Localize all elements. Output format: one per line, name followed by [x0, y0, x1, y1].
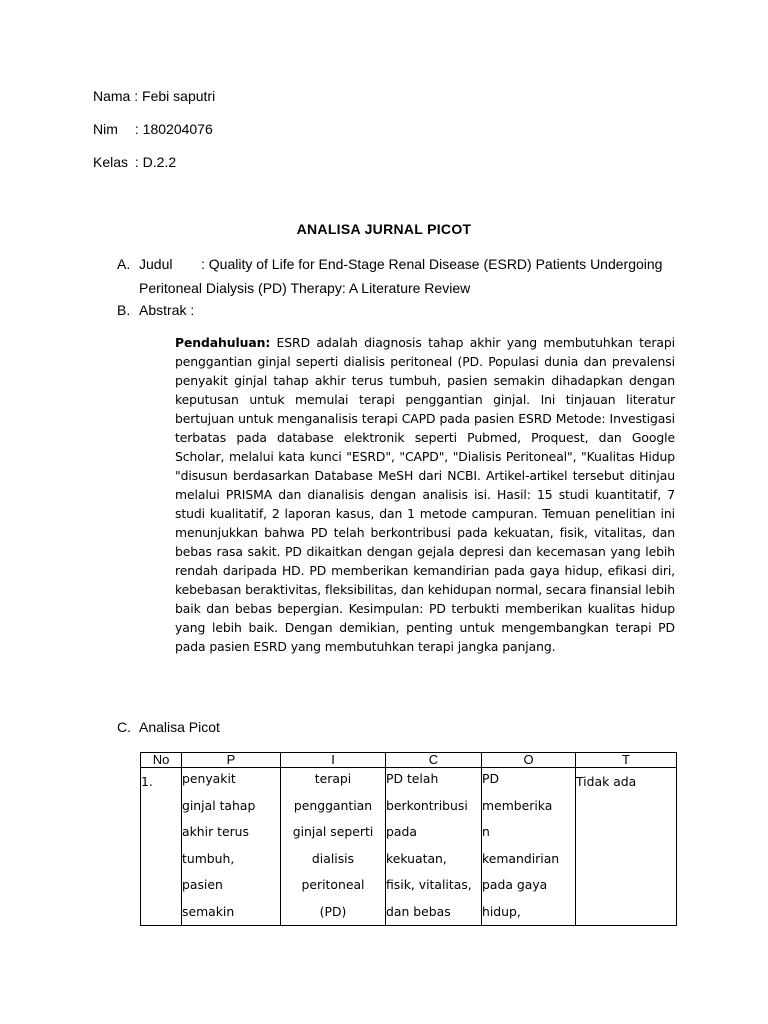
picot-table — [140, 752, 677, 926]
cell-o — [482, 768, 576, 926]
abstract-intro-label: Pendahuluan: — [175, 335, 271, 350]
cell-t — [576, 768, 677, 926]
nim-label: Nim — [93, 121, 118, 137]
name-value: : Febi saputri — [134, 88, 216, 104]
cell-i-text: terapi penggantian ginjal seperti dialisis peritoneal (PD) — [292, 771, 374, 919]
section-b-label: Abstrak : — [139, 302, 195, 318]
header-c: C — [386, 753, 482, 768]
header-p: P — [182, 753, 281, 768]
cell-t-text: Tidak ada — [576, 774, 637, 789]
cell-i — [281, 768, 386, 926]
abstract-paragraph — [175, 333, 675, 656]
class-value: : D.2.2 — [134, 154, 177, 170]
cell-p — [182, 768, 281, 926]
journal-title-line2: Peritoneal Dialysis (PD) Therapy: A Literature Review — [139, 280, 471, 296]
section-a-label: Judul — [139, 256, 173, 272]
nim-value: : 180204076 — [134, 121, 213, 137]
document-title: ANALISA JURNAL PICOT — [296, 221, 472, 237]
name-label: Nama — [93, 88, 131, 104]
class-line — [93, 154, 176, 170]
section-c-heading — [117, 719, 220, 735]
section-c-letter: C. — [117, 719, 131, 735]
cell-c-text: PD telah berkontribusi pada kekuatan, fisik, vitalitas, dan bebas — [386, 771, 472, 919]
cell-p-text: penyakit ginjal tahap akhir terus tumbuh, pasien semakin — [182, 771, 256, 919]
student-id-line — [93, 121, 213, 137]
header-no: No — [141, 753, 182, 768]
section-a-letter: A. — [117, 256, 131, 272]
header-t: T — [576, 753, 677, 768]
section-b-letter: B. — [117, 302, 131, 318]
section-c-label: Analisa Picot — [139, 719, 220, 735]
cell-c — [386, 768, 482, 926]
student-name-line — [93, 88, 215, 104]
journal-title-line1: : Quality of Life for End-Stage Renal Disease (ESRD) Patients Undergoing — [201, 256, 663, 272]
section-a-title-line — [117, 256, 662, 272]
section-b-heading — [117, 302, 194, 318]
cell-no-text: 1. — [141, 774, 153, 789]
class-label: Kelas — [93, 154, 129, 170]
table-row — [141, 768, 677, 926]
header-o: O — [482, 753, 576, 768]
cell-o-text: PD memberika n kemandirian pada gaya hidup, — [482, 771, 560, 919]
cell-no — [141, 768, 182, 926]
header-i: I — [281, 753, 386, 768]
abstract-body: ESRD adalah diagnosis tahap akhir yang membutuhkan terapi penggantian ginjal seperti dialisis peritoneal (PD. Populasi dunia dan prevalensi penyakit ginjal tahap akhir terus tumbuh, pasien semakin dihadapkan dengan keputusan untuk memulai terapi penggantian ginjal. Ini tinjauan literatur bertujuan untuk menganalisis terapi CAPD pada pasien ESRD Metode: Investigasi terbatas pada database elektronik seperti Pubmed, Proquest, dan Google Scholar, melalui kata kunci "ESRD", "CAPD", "Dialisis Peritoneal", "Kualitas Hidup "disusun berdasarkan Database MeSH dari NCBI. Artikel-artikel tersebut ditinjau melalui PRISMA dan dianalisis dengan analisis isi. Hasil: 15 studi kuantitatif, 7 studi kualitatif, 2 laporan kasus, dan 1 metode campuran. Temuan penelitian ini menunjukkan bahwa PD telah berkontribusi pada kekuatan, fisik, vitalitas, dan bebas rasa sakit. PD dikaitkan dengan gejala depresi dan kecemasan yang lebih rendah daripada HD. PD memberikan kemandirian pada gaya hidup, efikasi diri, kebebasan beraktivitas, fleksibilitas, dan kehidupan normal, secara finansial lebih baik dan bebas bepergian. Kesimpulan: PD terbukti memberikan kualitas hidup yang lebih baik. Dengan demikian, penting untuk mengembangkan terapi PD pada pasien ESRD yang membutuhkan terapi jangka panjang. — [175, 335, 676, 654]
